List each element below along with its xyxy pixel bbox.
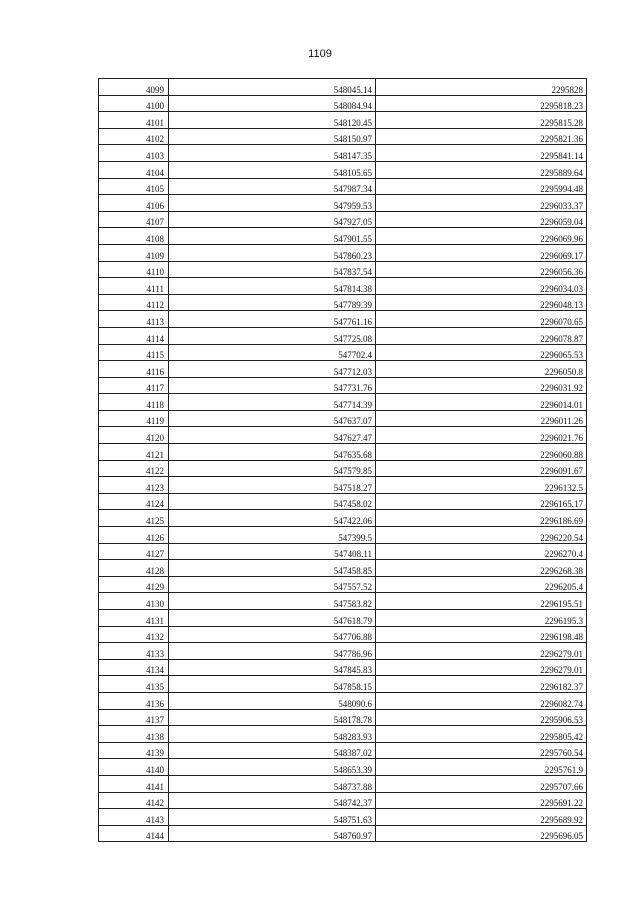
table-row (99, 493, 587, 510)
table-row (99, 244, 587, 261)
x-coordinate-cell: 547789.39 (169, 294, 376, 311)
table-row (99, 112, 587, 129)
table-row (99, 659, 587, 676)
x-coordinate-cell: 547618.79 (169, 610, 376, 627)
y-coordinate-cell: 2296279.01 (376, 643, 587, 660)
y-coordinate-cell: 2295994.48 (376, 178, 587, 195)
point-id-cell: 4115 (99, 344, 169, 361)
point-id-cell: 4124 (99, 493, 169, 510)
point-id-cell: 4128 (99, 560, 169, 577)
x-coordinate-cell: 547761.16 (169, 311, 376, 328)
table-row (99, 394, 587, 411)
y-coordinate-cell: 2295696.05 (376, 825, 587, 842)
x-coordinate-cell: 547627.47 (169, 427, 376, 444)
x-coordinate-cell: 547860.23 (169, 244, 376, 261)
y-coordinate-cell: 2296220.54 (376, 527, 587, 544)
page-number: 1109 (308, 48, 332, 60)
table-row (99, 527, 587, 544)
y-coordinate-cell: 2296132.5 (376, 477, 587, 494)
x-coordinate-cell: 547458.02 (169, 493, 376, 510)
point-id-cell: 4113 (99, 311, 169, 328)
x-coordinate-cell: 547714.39 (169, 394, 376, 411)
table-row (99, 444, 587, 461)
table-row (99, 427, 587, 444)
point-id-cell: 4102 (99, 128, 169, 145)
point-id-cell: 4107 (99, 211, 169, 228)
x-coordinate-cell: 547814.38 (169, 278, 376, 295)
point-id-cell: 4141 (99, 775, 169, 792)
y-coordinate-cell: 2296034.03 (376, 278, 587, 295)
table-row (99, 128, 587, 145)
table-row (99, 676, 587, 693)
x-coordinate-cell: 548150.97 (169, 128, 376, 145)
y-coordinate-cell: 2296198.48 (376, 626, 587, 643)
table-row (99, 211, 587, 228)
point-id-cell: 4136 (99, 692, 169, 709)
x-coordinate-cell: 547837.54 (169, 261, 376, 278)
table-row (99, 161, 587, 178)
x-coordinate-cell: 547712.03 (169, 361, 376, 378)
x-coordinate-cell: 547731.76 (169, 377, 376, 394)
table-row (99, 278, 587, 295)
y-coordinate-cell: 2296195.3 (376, 610, 587, 627)
y-coordinate-cell: 2295821.36 (376, 128, 587, 145)
table-row (99, 460, 587, 477)
x-coordinate-cell: 547702.4 (169, 344, 376, 361)
x-coordinate-cell: 547408.11 (169, 543, 376, 560)
y-coordinate-cell: 2296205.4 (376, 576, 587, 593)
table-row (99, 726, 587, 743)
y-coordinate-cell: 2295689.92 (376, 809, 587, 826)
x-coordinate-cell: 547725.08 (169, 327, 376, 344)
x-coordinate-cell: 548147.35 (169, 145, 376, 162)
x-coordinate-cell: 548653.39 (169, 759, 376, 776)
point-id-cell: 4101 (99, 112, 169, 129)
x-coordinate-cell: 547583.82 (169, 593, 376, 610)
table-row (99, 344, 587, 361)
point-id-cell: 4138 (99, 726, 169, 743)
point-id-cell: 4127 (99, 543, 169, 560)
y-coordinate-cell: 2296078.87 (376, 327, 587, 344)
point-id-cell: 4122 (99, 460, 169, 477)
table-row (99, 775, 587, 792)
table-row (99, 261, 587, 278)
y-coordinate-cell: 2296011.26 (376, 410, 587, 427)
x-coordinate-cell: 548760.97 (169, 825, 376, 842)
point-id-cell: 4140 (99, 759, 169, 776)
y-coordinate-cell: 2295815.28 (376, 112, 587, 129)
x-coordinate-cell: 548178.78 (169, 709, 376, 726)
point-id-cell: 4125 (99, 510, 169, 527)
point-id-cell: 4100 (99, 95, 169, 112)
y-coordinate-cell: 2296048.13 (376, 294, 587, 311)
table-row (99, 576, 587, 593)
y-coordinate-cell: 2295805.42 (376, 726, 587, 743)
x-coordinate-cell: 547858.15 (169, 676, 376, 693)
y-coordinate-cell: 2296182.37 (376, 676, 587, 693)
x-coordinate-cell: 547635.68 (169, 444, 376, 461)
point-id-cell: 4139 (99, 742, 169, 759)
table-row (99, 361, 587, 378)
point-id-cell: 4109 (99, 244, 169, 261)
table-row (99, 809, 587, 826)
table-row (99, 610, 587, 627)
table-row (99, 327, 587, 344)
table-row (99, 543, 587, 560)
x-coordinate-cell: 548283.93 (169, 726, 376, 743)
point-id-cell: 4123 (99, 477, 169, 494)
y-coordinate-cell: 2295828 (376, 79, 587, 96)
y-coordinate-cell: 2296059.04 (376, 211, 587, 228)
point-id-cell: 4110 (99, 261, 169, 278)
point-id-cell: 4118 (99, 394, 169, 411)
y-coordinate-cell: 2296186.69 (376, 510, 587, 527)
y-coordinate-cell: 2296014.01 (376, 394, 587, 411)
x-coordinate-cell: 548742.37 (169, 792, 376, 809)
point-id-cell: 4129 (99, 576, 169, 593)
y-coordinate-cell: 2295906.53 (376, 709, 587, 726)
table-row (99, 145, 587, 162)
x-coordinate-cell: 548120.45 (169, 112, 376, 129)
x-coordinate-cell: 548387.02 (169, 742, 376, 759)
x-coordinate-cell: 547637.07 (169, 410, 376, 427)
x-coordinate-cell: 547927.05 (169, 211, 376, 228)
point-id-cell: 4135 (99, 676, 169, 693)
table-row (99, 477, 587, 494)
table-row (99, 195, 587, 212)
y-coordinate-cell: 2295691.22 (376, 792, 587, 809)
point-id-cell: 4099 (99, 79, 169, 96)
table-row (99, 294, 587, 311)
x-coordinate-cell: 547557.52 (169, 576, 376, 593)
point-id-cell: 4126 (99, 527, 169, 544)
x-coordinate-cell: 548045.14 (169, 79, 376, 96)
table-row (99, 643, 587, 660)
x-coordinate-cell: 548105.65 (169, 161, 376, 178)
y-coordinate-cell: 2295818.23 (376, 95, 587, 112)
y-coordinate-cell: 2296091.67 (376, 460, 587, 477)
x-coordinate-cell: 548737.88 (169, 775, 376, 792)
point-id-cell: 4106 (99, 195, 169, 212)
y-coordinate-cell: 2296069.17 (376, 244, 587, 261)
y-coordinate-cell: 2296021.76 (376, 427, 587, 444)
x-coordinate-cell: 547518.27 (169, 477, 376, 494)
y-coordinate-cell: 2295841.14 (376, 145, 587, 162)
x-coordinate-cell: 547458.85 (169, 560, 376, 577)
y-coordinate-cell: 2296270.4 (376, 543, 587, 560)
table-row (99, 311, 587, 328)
point-id-cell: 4130 (99, 593, 169, 610)
x-coordinate-cell: 548751.63 (169, 809, 376, 826)
x-coordinate-cell: 547786.96 (169, 643, 376, 660)
table-row (99, 759, 587, 776)
y-coordinate-cell: 2296056.36 (376, 261, 587, 278)
table-row (99, 228, 587, 245)
point-id-cell: 4120 (99, 427, 169, 444)
x-coordinate-cell: 547706.88 (169, 626, 376, 643)
y-coordinate-cell: 2296279.01 (376, 659, 587, 676)
point-id-cell: 4142 (99, 792, 169, 809)
x-coordinate-cell: 548084.94 (169, 95, 376, 112)
y-coordinate-cell: 2296050.8 (376, 361, 587, 378)
table-row (99, 692, 587, 709)
point-id-cell: 4112 (99, 294, 169, 311)
point-id-cell: 4117 (99, 377, 169, 394)
y-coordinate-cell: 2296165.17 (376, 493, 587, 510)
table-row (99, 560, 587, 577)
table-row (99, 79, 587, 96)
table-row (99, 377, 587, 394)
x-coordinate-cell: 547901.55 (169, 228, 376, 245)
y-coordinate-cell: 2295889.64 (376, 161, 587, 178)
point-id-cell: 4132 (99, 626, 169, 643)
coordinates-table-body (99, 79, 587, 842)
table-row (99, 742, 587, 759)
point-id-cell: 4108 (99, 228, 169, 245)
y-coordinate-cell: 2296033.37 (376, 195, 587, 212)
point-id-cell: 4121 (99, 444, 169, 461)
y-coordinate-cell: 2295760.54 (376, 742, 587, 759)
point-id-cell: 4103 (99, 145, 169, 162)
y-coordinate-cell: 2296195.51 (376, 593, 587, 610)
point-id-cell: 4137 (99, 709, 169, 726)
point-id-cell: 4144 (99, 825, 169, 842)
point-id-cell: 4111 (99, 278, 169, 295)
point-id-cell: 4131 (99, 610, 169, 627)
table-row (99, 510, 587, 527)
table-row (99, 178, 587, 195)
y-coordinate-cell: 2295761.9 (376, 759, 587, 776)
table-row (99, 792, 587, 809)
point-id-cell: 4143 (99, 809, 169, 826)
y-coordinate-cell: 2296268.38 (376, 560, 587, 577)
point-id-cell: 4134 (99, 659, 169, 676)
coordinates-table (98, 78, 587, 842)
point-id-cell: 4105 (99, 178, 169, 195)
point-id-cell: 4133 (99, 643, 169, 660)
x-coordinate-cell: 547399.5 (169, 527, 376, 544)
point-id-cell: 4119 (99, 410, 169, 427)
y-coordinate-cell: 2296031.92 (376, 377, 587, 394)
point-id-cell: 4116 (99, 361, 169, 378)
y-coordinate-cell: 2296060.88 (376, 444, 587, 461)
y-coordinate-cell: 2296069.96 (376, 228, 587, 245)
y-coordinate-cell: 2296070.65 (376, 311, 587, 328)
y-coordinate-cell: 2296082.74 (376, 692, 587, 709)
table-row (99, 626, 587, 643)
x-coordinate-cell: 547579.85 (169, 460, 376, 477)
point-id-cell: 4104 (99, 161, 169, 178)
table-row (99, 95, 587, 112)
y-coordinate-cell: 2295707.66 (376, 775, 587, 792)
x-coordinate-cell: 547987.34 (169, 178, 376, 195)
x-coordinate-cell: 547422.06 (169, 510, 376, 527)
x-coordinate-cell: 547845.83 (169, 659, 376, 676)
y-coordinate-cell: 2296065.53 (376, 344, 587, 361)
table-row (99, 593, 587, 610)
point-id-cell: 4114 (99, 327, 169, 344)
x-coordinate-cell: 547959.53 (169, 195, 376, 212)
x-coordinate-cell: 548090.6 (169, 692, 376, 709)
table-row (99, 825, 587, 842)
table-row (99, 410, 587, 427)
table-row (99, 709, 587, 726)
